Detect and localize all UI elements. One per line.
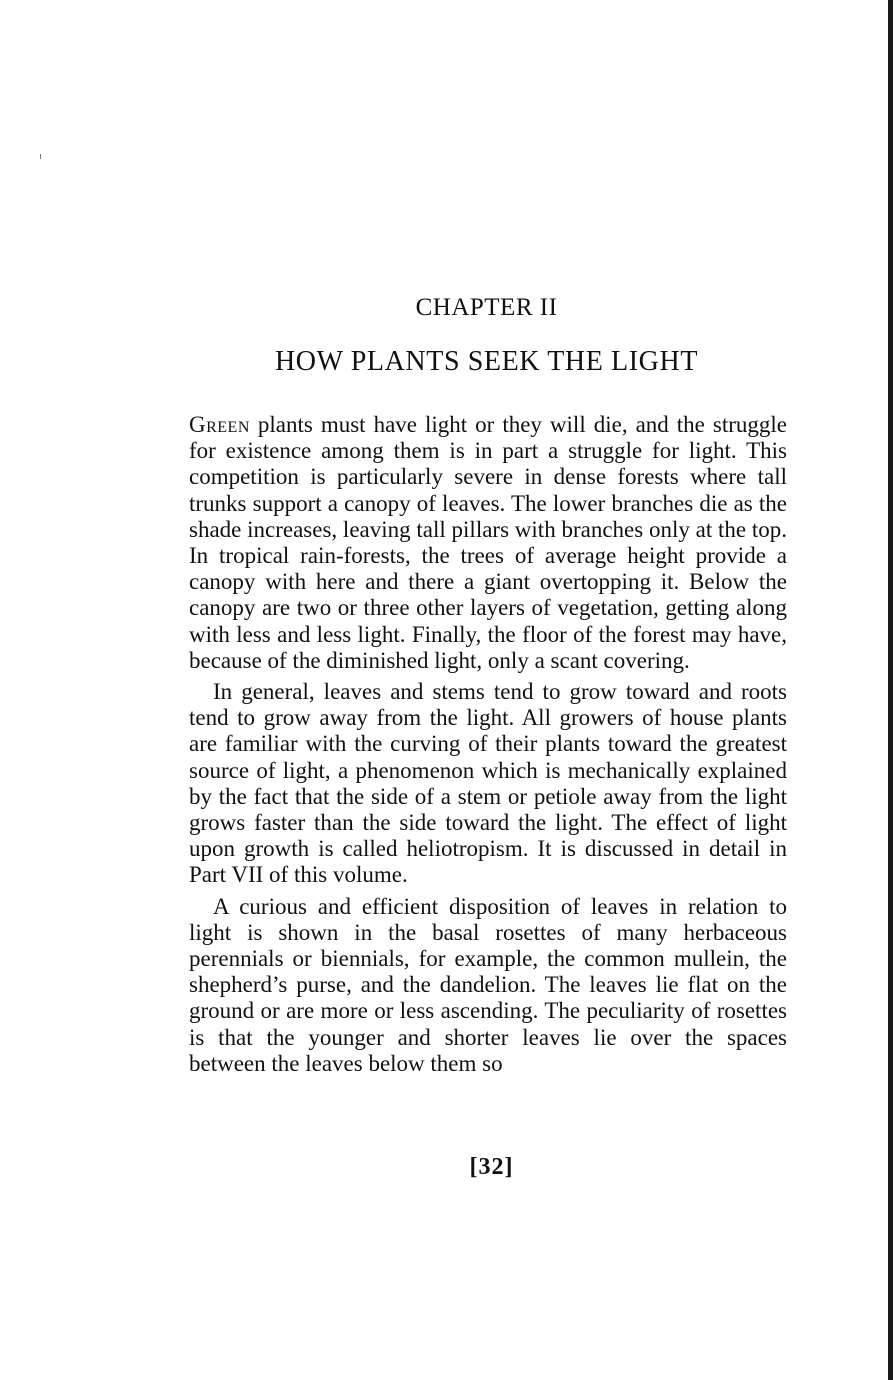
paragraph-1-text: plants must have light or they will die, and the struggle for existence among them is in part a struggle for light. This competition is particularly severe in dense forests where tall trunks support a canopy of leaves. The lower branches die as the shade increases, leaving tall pillars with branches only at the top. In tropical rain-forests, the trees of average height provide a canopy with here and there a giant overtopping it. Below the canopy are two or three other layers of vegetation, getting along with less and less light. Finally, the floor of the forest may have, because of the diminished light, only a scant covering. (189, 412, 787, 673)
page-number: [32] (469, 1154, 514, 1180)
chapter-label: CHAPTER II (415, 294, 558, 321)
paragraph-2: In general, leaves and stems tend to grow toward and roots tend to grow away from the light. All growers of house plants are familiar with the curving of their plants toward the greatest source of light, a phenomenon which is mechanically explained by the fact that the side of a stem or petiole away from the light grows faster than the side toward the light. The effect of light upon growth is called heliotropism. It is discussed in detail in Part VII of this volume. (189, 679, 787, 888)
chapter-title: HOW PLANTS SEEK THE LIGHT (274, 346, 699, 377)
paragraph-1 (189, 412, 787, 674)
paragraph-lead-word: Green (189, 412, 250, 437)
paragraph-3: A curious and efficient disposition of leaves in relation to light is shown in the basal rosettes of many herbaceous perennials or biennials, for example, the common mullein, the shepherd’s purse, and the dandelion. The leaves lie flat on the ground or are more or less ascending. The peculiarity of rosettes is that the younger and shorter leaves lie over the spaces between the leaves below them so (189, 893, 787, 1076)
body-text (189, 412, 787, 1162)
scan-speck (40, 154, 41, 159)
